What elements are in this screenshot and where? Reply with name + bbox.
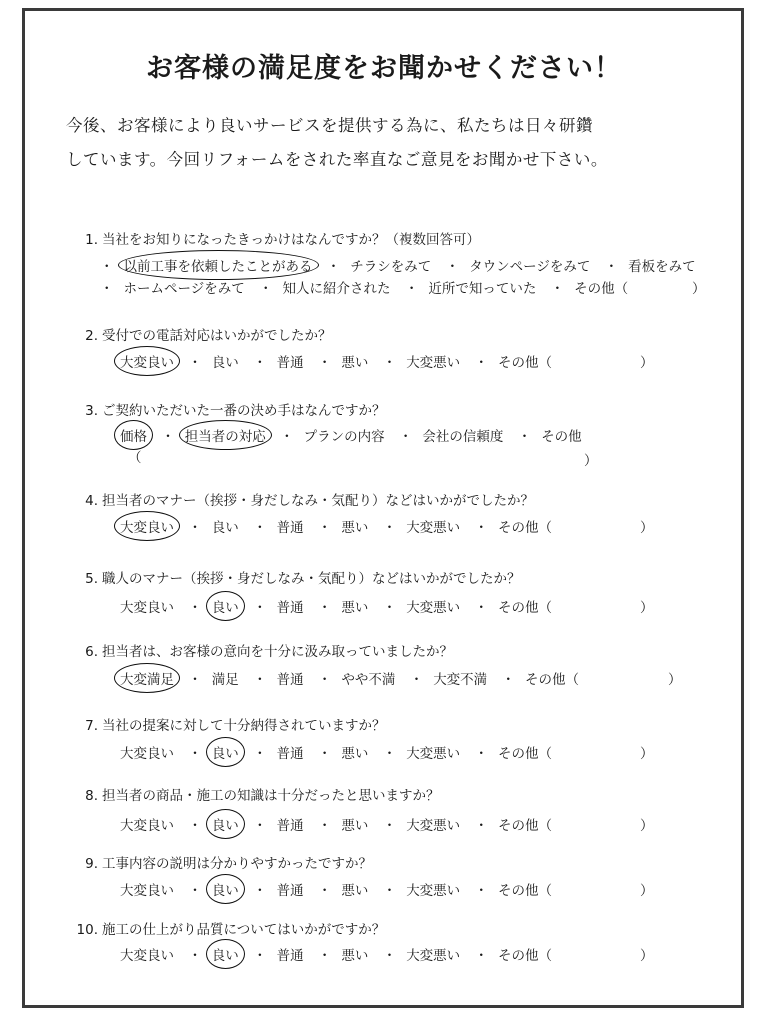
answer-option[interactable]: 普通 [276, 672, 304, 688]
question-6 [72, 640, 453, 660]
answer-option[interactable]: プランの内容 [303, 429, 385, 445]
separator: ・ [188, 520, 202, 536]
question-number: 8. [85, 788, 98, 804]
separator: ・ [188, 883, 202, 899]
answer-option[interactable]: 大変悪い [406, 355, 461, 371]
answer-option[interactable]: 大変不満 [433, 672, 488, 688]
separator: ・ [474, 883, 488, 899]
answer-option[interactable]: 悪い [341, 818, 369, 834]
question-number: 10. [76, 922, 98, 938]
answer-option[interactable]: 悪い [341, 600, 369, 616]
separator: ・ [317, 672, 332, 688]
question-10 [72, 918, 385, 938]
separator: ・ [404, 281, 419, 297]
answer-option[interactable]: 良い [211, 355, 239, 371]
separator: ・ [253, 746, 267, 762]
answer-option[interactable]: 悪い [341, 355, 369, 371]
separator: ・ [445, 259, 460, 275]
separator: ・ [382, 948, 397, 964]
close-paren: ） [640, 746, 654, 762]
separator: ・ [253, 355, 267, 371]
answer-option[interactable]: その他（ [524, 672, 579, 688]
answer-option[interactable]: 大変満足 [120, 668, 174, 688]
separator: ・ [253, 520, 267, 536]
answer-option[interactable]: 価格 [120, 425, 147, 445]
answer-option[interactable]: 大変良い [120, 351, 174, 371]
separator: ・ [317, 948, 332, 964]
question-7 [72, 714, 386, 734]
question-text: 職人のマナー（挨拶・身だしなみ・気配り）などはいかがでしたか？ [102, 571, 521, 587]
answer-option[interactable]: 満足 [211, 672, 239, 688]
separator: ・ [100, 281, 114, 297]
answer-row [120, 814, 552, 834]
separator: ・ [317, 883, 332, 899]
answer-option[interactable]: 大変良い [120, 746, 174, 762]
answer-option[interactable]: 大変良い [120, 883, 174, 899]
separator: ・ [259, 281, 273, 297]
answer-option[interactable]: 以前工事を依頼したことがある [124, 255, 313, 275]
answer-option[interactable]: 良い [212, 596, 239, 616]
question-3 [72, 399, 386, 419]
question-2 [72, 324, 332, 344]
separator: ・ [188, 672, 202, 688]
separator: ・ [474, 746, 488, 762]
separator: ・ [188, 948, 202, 964]
separator: ・ [317, 746, 332, 762]
separator: ・ [253, 883, 267, 899]
answer-option[interactable]: 悪い [341, 883, 369, 899]
answer-option[interactable]: 会社の信頼度 [422, 429, 504, 445]
separator: ・ [326, 259, 341, 275]
answer-row [120, 742, 552, 762]
separator: ・ [253, 818, 267, 834]
separator: ・ [188, 818, 202, 834]
separator: ・ [188, 355, 202, 371]
answer-option[interactable]: 大変良い [120, 600, 174, 616]
separator: ・ [604, 259, 619, 275]
separator: ・ [382, 520, 397, 536]
answer-option[interactable]: 普通 [276, 948, 304, 964]
answer-option[interactable]: 普通 [276, 818, 304, 834]
answer-option[interactable]: 普通 [276, 355, 304, 371]
separator: ・ [474, 818, 488, 834]
separator: ・ [100, 259, 114, 275]
page-title: お客様の満足度をお聞かせください！ [146, 53, 622, 84]
question-text: 担当者のマナー（挨拶・身だしなみ・気配り）などはいかがでしたか？ [102, 493, 534, 509]
answer-option[interactable]: 大変悪い [406, 818, 461, 834]
close-paren: ） [640, 818, 654, 834]
answer-option[interactable]: チラシをみて [350, 259, 432, 275]
question-text: 工事内容の説明は分かりやすかったですか？ [102, 856, 372, 872]
question-number: 6. [85, 644, 98, 660]
answer-option[interactable]: 良い [212, 814, 239, 834]
separator: ・ [398, 429, 413, 445]
separator: ・ [382, 883, 397, 899]
separator: ・ [501, 672, 515, 688]
separator: ・ [253, 948, 267, 964]
answer-option[interactable]: 悪い [341, 948, 369, 964]
answer-option[interactable]: その他（ [497, 355, 552, 371]
separator: ・ [188, 746, 202, 762]
question-number: 7. [85, 718, 98, 734]
answer-option[interactable]: 大変良い [120, 818, 174, 834]
question-text: 担当者の商品・施工の知識は十分だったと思いますか？ [102, 788, 440, 804]
separator: ・ [317, 818, 332, 834]
answer-option[interactable]: その他（ [497, 948, 552, 964]
answer-option[interactable]: 普通 [276, 746, 304, 762]
open-paren: （ [128, 450, 142, 466]
answer-row [120, 516, 552, 536]
answer-row [100, 277, 628, 297]
separator: ・ [317, 600, 332, 616]
separator: ・ [280, 429, 294, 445]
answer-option[interactable]: 大変良い [120, 948, 174, 964]
answer-option[interactable]: 大変悪い [406, 600, 461, 616]
answer-option[interactable]: 良い [211, 520, 239, 536]
question-number: 5. [85, 571, 98, 587]
answer-row [100, 255, 696, 275]
separator: ・ [188, 600, 202, 616]
answer-option[interactable]: 良い [212, 944, 239, 964]
question-4 [72, 489, 534, 509]
intro-line-1: 今後、お客様により良いサービスを提供する為に、私たちは日々研鑽 [66, 116, 593, 135]
question-text: 施工の仕上がり品質についてはいかがですか？ [102, 922, 386, 938]
answer-option[interactable]: 悪い [341, 520, 369, 536]
question-text: 当社の提案に対して十分納得されていますか？ [102, 718, 386, 734]
intro-line-2: しています。今回リフォームをされた率直なご意見をお聞かせ下さい。 [66, 150, 608, 169]
answer-option[interactable]: その他（ [497, 520, 552, 536]
answer-option[interactable]: 大変悪い [406, 520, 461, 536]
separator: ・ [409, 672, 424, 688]
question-number: 4. [85, 493, 98, 509]
answer-option[interactable]: 大変悪い [406, 948, 461, 964]
answer-row [120, 668, 579, 688]
answer-option[interactable]: 近所で知っていた [428, 281, 537, 297]
question-text: ご契約いただいた一番の決め手はなんですか？ [102, 403, 386, 419]
separator: ・ [517, 429, 532, 445]
close-paren: ） [640, 355, 654, 371]
close-paren: ） [640, 520, 654, 536]
separator: ・ [253, 600, 267, 616]
answer-option[interactable]: その他（ [497, 818, 552, 834]
separator: ・ [382, 818, 397, 834]
separator: ・ [382, 600, 397, 616]
question-text: 当社をお知りになったきっかけはなんですか？（複数回答可） [102, 232, 480, 248]
question-number: 3. [85, 403, 98, 419]
separator: ・ [474, 948, 488, 964]
close-paren: ） [640, 883, 654, 899]
answer-option[interactable]: 良い [212, 879, 239, 899]
answer-option[interactable]: 大変悪い [406, 746, 461, 762]
close-paren: ） [584, 453, 598, 469]
question-number: 9. [85, 856, 98, 872]
question-9 [72, 852, 372, 872]
question-number: 2. [85, 328, 98, 344]
answer-option[interactable]: 大変悪い [406, 883, 461, 899]
close-paren: ） [692, 281, 706, 297]
answer-option[interactable]: 普通 [276, 520, 304, 536]
separator: ・ [382, 355, 397, 371]
answer-row [120, 879, 552, 899]
answer-option[interactable]: やや不満 [341, 672, 396, 688]
question-5 [72, 567, 521, 587]
answer-option[interactable]: 悪い [341, 746, 369, 762]
question-text: 受付での電話対応はいかがでしたか？ [102, 328, 332, 344]
separator: ・ [474, 355, 488, 371]
close-paren: ） [668, 672, 682, 688]
answer-option[interactable]: その他（ [497, 600, 552, 616]
answer-row [120, 425, 582, 445]
answer-option[interactable]: 普通 [276, 600, 304, 616]
close-paren: ） [640, 948, 654, 964]
separator: ・ [550, 281, 565, 297]
close-paren: ） [640, 600, 654, 616]
separator: ・ [474, 600, 488, 616]
separator: ・ [317, 520, 332, 536]
separator: ・ [253, 672, 267, 688]
separator: ・ [161, 429, 175, 445]
question-text: 担当者は、お客様の意向を十分に汲み取っていましたか？ [102, 644, 453, 660]
question-8 [72, 784, 440, 804]
answer-option[interactable]: その他（ [497, 883, 552, 899]
answer-row [120, 596, 552, 616]
answer-option[interactable]: 良い [212, 742, 239, 762]
separator: ・ [382, 746, 397, 762]
answer-option[interactable]: その他 [541, 429, 582, 445]
answer-option[interactable]: その他（ [574, 281, 629, 297]
answer-row [120, 351, 552, 371]
question-1 [72, 228, 480, 248]
answer-option[interactable]: 大変良い [120, 516, 174, 536]
answer-option[interactable]: 担当者の対応 [185, 425, 266, 445]
answer-option[interactable]: 知人に紹介された [282, 281, 391, 297]
question-number: 1. [85, 232, 98, 248]
separator: ・ [317, 355, 332, 371]
answer-option[interactable]: 普通 [276, 883, 304, 899]
answer-option[interactable]: タウンページをみて [469, 259, 591, 275]
answer-option[interactable]: ホームページをみて [123, 281, 245, 297]
separator: ・ [474, 520, 488, 536]
answer-option[interactable]: その他（ [497, 746, 552, 762]
answer-option[interactable]: 看板をみて [628, 259, 696, 275]
answer-row [120, 944, 552, 964]
